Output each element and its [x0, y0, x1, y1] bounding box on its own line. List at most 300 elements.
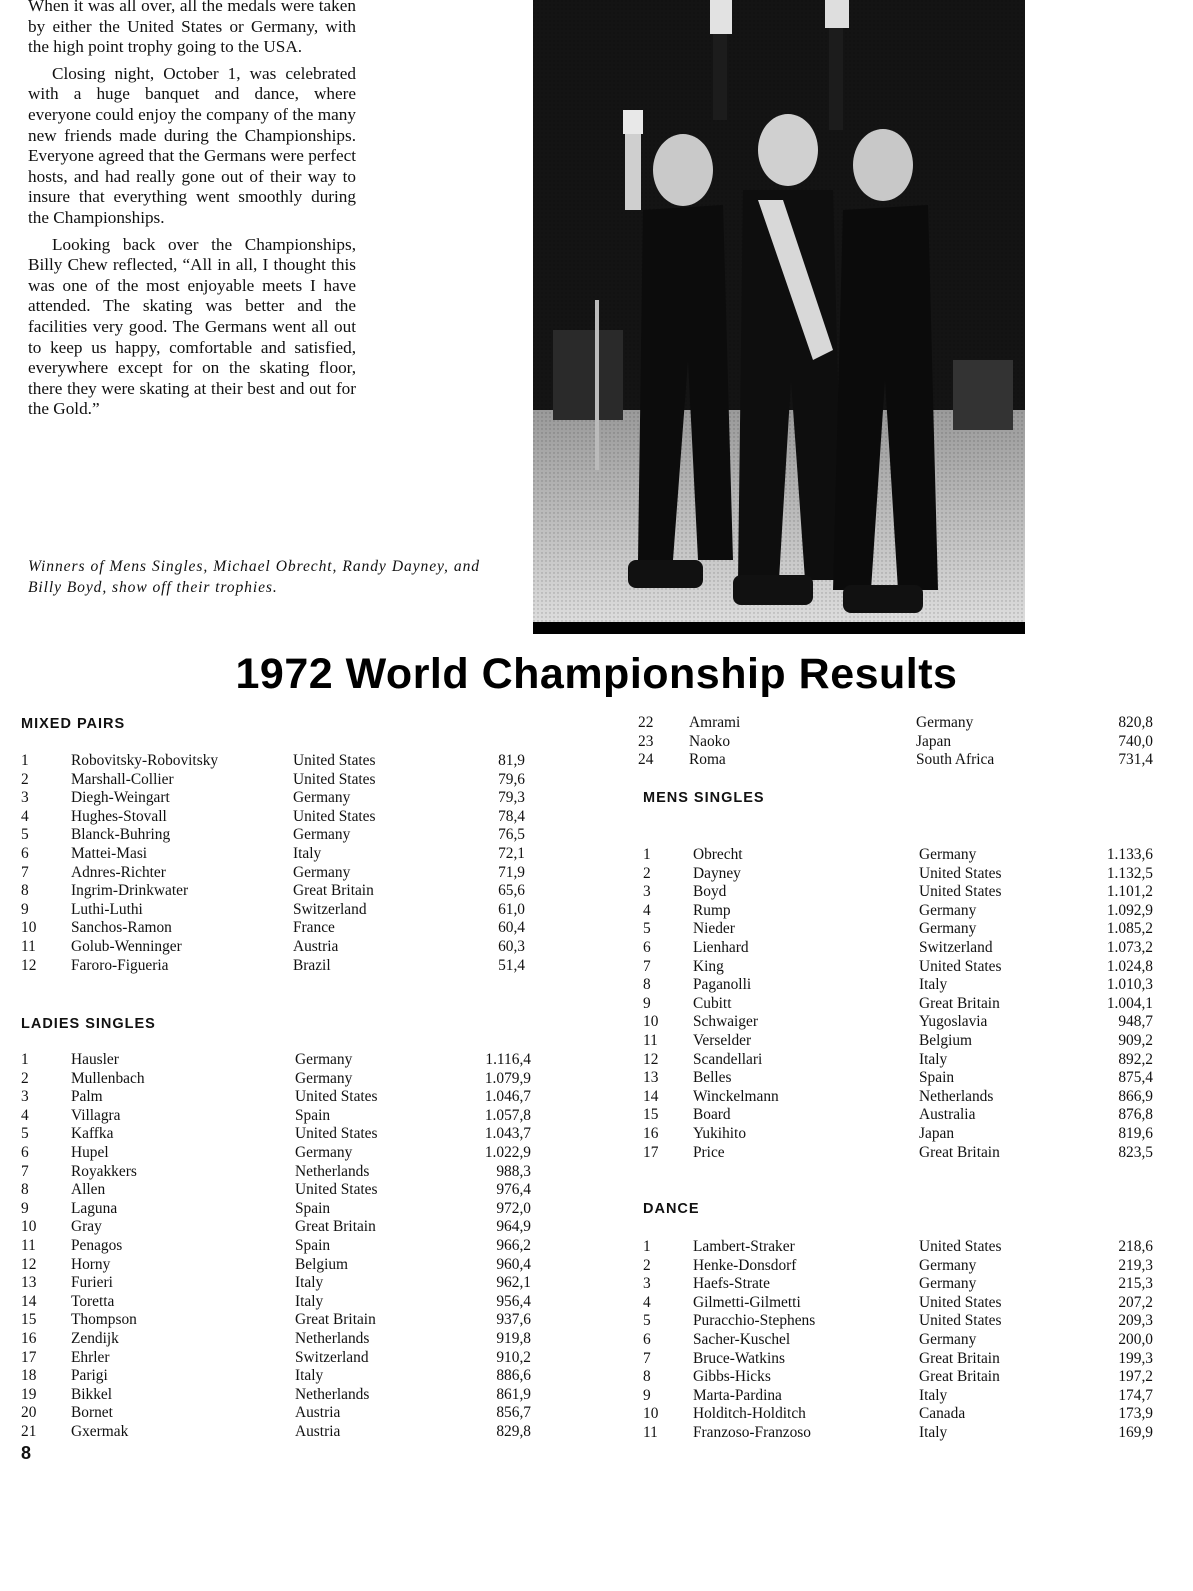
score-cell: 1.046,7	[484, 1088, 531, 1106]
score-cell: 197,2	[1118, 1368, 1153, 1386]
score-cell: 909,2	[1118, 1031, 1153, 1049]
table-row	[643, 939, 1153, 958]
name-cell: Bruce-Watkins	[693, 1349, 785, 1367]
country-cell: Spain	[295, 1236, 331, 1254]
table-row	[21, 901, 531, 920]
score-cell: 960,4	[496, 1255, 531, 1273]
name-cell: Price	[693, 1143, 725, 1161]
name-cell: Faroro-Figueria	[71, 956, 169, 974]
score-cell: 861,9	[496, 1385, 531, 1403]
table-row	[21, 1218, 531, 1237]
country-cell: Italy	[295, 1292, 324, 1310]
name-cell: Cubitt	[693, 994, 732, 1012]
rank-cell: 7	[643, 957, 651, 975]
country-cell: United States	[293, 752, 376, 769]
country-cell: Great Britain	[293, 882, 374, 900]
table-row	[21, 1311, 531, 1330]
score-cell: 937,6	[496, 1311, 531, 1329]
country-cell: Germany	[919, 1330, 977, 1348]
name-cell: Franzoso-Franzoso	[693, 1423, 811, 1441]
table-row	[643, 1106, 1153, 1125]
country-cell: Germany	[293, 863, 351, 881]
rank-cell: 17	[643, 1143, 659, 1161]
rank-cell: 12	[21, 956, 37, 974]
country-cell: United States	[919, 957, 1002, 975]
table-row	[21, 882, 531, 901]
name-cell: Naoko	[689, 732, 731, 750]
country-cell: United States	[293, 807, 376, 825]
score-cell: 1.092,9	[1106, 901, 1153, 919]
page-number: 8	[21, 1443, 32, 1463]
rank-cell: 8	[643, 976, 651, 994]
table-row	[643, 995, 1153, 1014]
score-cell: 169,9	[1118, 1423, 1153, 1441]
country-cell: Austria	[293, 937, 339, 955]
country-cell: United States	[919, 883, 1002, 901]
country-cell: Germany	[919, 846, 977, 863]
score-cell: 740,0	[1118, 732, 1153, 750]
name-cell: Board	[693, 1106, 731, 1124]
country-cell: Germany	[295, 1069, 353, 1087]
score-cell: 866,9	[1118, 1087, 1153, 1105]
rank-cell: 12	[643, 1050, 659, 1068]
country-cell: United States	[919, 864, 1002, 882]
country-cell: United States	[295, 1125, 378, 1143]
country-cell: Italy	[295, 1274, 324, 1292]
country-cell: South Africa	[916, 751, 995, 769]
table-row	[21, 1107, 531, 1126]
section-label-ladies-singles: LADIES SINGLES	[21, 1016, 156, 1032]
country-cell: United States	[919, 1238, 1002, 1255]
name-cell: Allen	[71, 1181, 106, 1199]
table-row	[643, 1013, 1153, 1032]
table-row	[643, 976, 1153, 995]
rank-cell: 1	[643, 846, 651, 863]
table-row	[21, 1181, 531, 1200]
country-cell: Germany	[916, 714, 974, 731]
name-cell: Golub-Wenninger	[71, 937, 182, 955]
rank-cell: 7	[21, 1162, 29, 1180]
rank-cell: 8	[21, 1181, 29, 1199]
name-cell: Sacher-Kuschel	[693, 1330, 791, 1348]
score-cell: 1.024,8	[1106, 957, 1153, 975]
name-cell: Bikkel	[71, 1385, 113, 1403]
score-cell: 173,9	[1118, 1405, 1153, 1423]
rank-cell: 7	[643, 1349, 651, 1367]
table-row	[643, 865, 1153, 884]
rank-cell: 12	[21, 1255, 37, 1273]
country-cell: United States	[293, 770, 376, 788]
country-cell: United States	[919, 1312, 1002, 1330]
country-cell: Netherlands	[919, 1087, 994, 1105]
name-cell: Ehrler	[71, 1348, 110, 1366]
rank-cell: 3	[643, 1275, 651, 1293]
score-cell: 76,5	[498, 826, 525, 844]
table-row	[21, 771, 531, 790]
rank-cell: 22	[638, 714, 654, 731]
rank-cell: 15	[643, 1106, 659, 1124]
country-cell: Switzerland	[293, 900, 367, 918]
table-row	[643, 1331, 1153, 1350]
rank-cell: 17	[21, 1348, 37, 1366]
country-cell: Spain	[295, 1199, 331, 1217]
score-cell: 81,9	[498, 752, 525, 769]
table-row	[643, 920, 1153, 939]
name-cell: Penagos	[71, 1236, 123, 1254]
score-cell: 78,4	[498, 807, 525, 825]
table-row	[21, 1256, 531, 1275]
name-cell: Horny	[71, 1255, 111, 1273]
table-row	[21, 808, 531, 827]
mixed-pairs-table	[21, 752, 531, 975]
score-cell: 910,2	[496, 1348, 531, 1366]
country-cell: Netherlands	[295, 1329, 370, 1347]
table-row	[643, 1125, 1153, 1144]
score-cell: 79,6	[498, 770, 525, 788]
table-row	[643, 958, 1153, 977]
country-cell: Great Britain	[919, 994, 1000, 1012]
rank-cell: 23	[638, 732, 654, 750]
score-cell: 71,9	[498, 863, 525, 881]
rank-cell: 16	[643, 1124, 659, 1142]
score-cell: 875,4	[1118, 1069, 1153, 1087]
name-cell: Robovitsky-Robovitsky	[71, 752, 219, 769]
score-cell: 829,8	[496, 1422, 531, 1440]
score-cell: 65,6	[498, 882, 525, 900]
name-cell: Amrami	[689, 714, 741, 731]
country-cell: France	[293, 919, 335, 937]
country-cell: Japan	[916, 732, 952, 750]
name-cell: Royakkers	[71, 1162, 137, 1180]
country-cell: Spain	[919, 1069, 955, 1087]
score-cell: 966,2	[496, 1236, 531, 1254]
table-row	[643, 1350, 1153, 1369]
name-cell: Hausler	[71, 1051, 119, 1068]
section-label-mixed-pairs: MIXED PAIRS	[21, 716, 126, 732]
name-cell: Marshall-Collier	[71, 770, 174, 788]
name-cell: Gibbs-Hicks	[693, 1368, 771, 1386]
score-cell: 1.085,2	[1106, 920, 1153, 938]
table-row	[21, 752, 531, 771]
rank-cell: 14	[643, 1087, 659, 1105]
name-cell: Luthi-Luthi	[71, 900, 143, 918]
table-row	[643, 1368, 1153, 1387]
table-row	[21, 789, 531, 808]
score-cell: 209,3	[1118, 1312, 1153, 1330]
photo-caption: Winners of Mens Singles, Michael Obrecht, Randy Dayney, and Billy Boyd, show off their trophies.	[28, 558, 480, 596]
rank-cell: 16	[21, 1329, 37, 1347]
rank-cell: 4	[643, 1293, 651, 1311]
country-cell: Great Britain	[295, 1311, 376, 1329]
country-cell: Italy	[919, 1050, 948, 1068]
table-row	[21, 1367, 531, 1386]
name-cell: Adnres-Richter	[71, 863, 166, 881]
table-row	[643, 1088, 1153, 1107]
rank-cell: 1	[21, 752, 29, 769]
table-row	[21, 919, 531, 938]
country-cell: Great Britain	[919, 1349, 1000, 1367]
name-cell: Blanck-Buhring	[71, 826, 171, 844]
rank-cell: 11	[643, 1031, 658, 1049]
score-cell: 972,0	[496, 1199, 531, 1217]
name-cell: Sanchos-Ramon	[71, 919, 172, 937]
table-row	[643, 1032, 1153, 1051]
country-cell: Belgium	[295, 1255, 349, 1273]
country-cell: Germany	[295, 1051, 353, 1068]
name-cell: Puracchio-Stephens	[693, 1312, 816, 1330]
table-row	[643, 1294, 1153, 1313]
name-cell: Belles	[693, 1069, 732, 1087]
table-row	[643, 1238, 1153, 1257]
country-cell: United States	[919, 1293, 1002, 1311]
name-cell: Verselder	[693, 1031, 752, 1049]
name-cell: Mullenbach	[71, 1069, 145, 1087]
score-cell: 1.004,1	[1106, 994, 1153, 1012]
table-row	[638, 714, 1153, 733]
rank-cell: 13	[21, 1274, 37, 1292]
country-cell: Austria	[295, 1404, 341, 1422]
table-row	[21, 1070, 531, 1089]
table-row	[643, 1257, 1153, 1276]
table-row	[643, 1312, 1153, 1331]
score-cell: 956,4	[496, 1292, 531, 1310]
name-cell: Nieder	[693, 920, 735, 938]
score-cell: 1.101,2	[1106, 883, 1153, 901]
country-cell: Italy	[919, 1423, 948, 1441]
country-cell: Belgium	[919, 1031, 973, 1049]
table-row	[643, 1144, 1153, 1163]
rank-cell: 5	[21, 1125, 29, 1143]
name-cell: Obrecht	[693, 846, 743, 863]
rank-cell: 2	[21, 770, 29, 788]
rank-cell: 9	[21, 900, 29, 918]
score-cell: 219,3	[1118, 1256, 1153, 1274]
name-cell: Mattei-Masi	[71, 844, 148, 862]
country-cell: Germany	[919, 920, 977, 938]
score-cell: 61,0	[498, 900, 525, 918]
winners-photo	[533, 0, 1025, 634]
table-row	[643, 883, 1153, 902]
score-cell: 60,4	[498, 919, 525, 937]
table-row	[21, 1237, 531, 1256]
name-cell: Hughes-Stovall	[71, 807, 167, 825]
score-cell: 174,7	[1118, 1386, 1153, 1404]
score-cell: 886,6	[496, 1367, 531, 1385]
table-row	[638, 751, 1153, 770]
score-cell: 1.132,5	[1106, 864, 1153, 882]
table-row	[21, 826, 531, 845]
score-cell: 79,3	[498, 789, 525, 807]
rank-cell: 2	[643, 1256, 651, 1274]
article-text	[28, 0, 356, 426]
rank-cell: 5	[21, 826, 29, 844]
score-cell: 876,8	[1118, 1106, 1153, 1124]
name-cell: King	[693, 957, 724, 975]
country-cell: Germany	[293, 789, 351, 807]
rank-cell: 3	[21, 789, 29, 807]
rank-cell: 5	[643, 1312, 651, 1330]
name-cell: Kaffka	[71, 1125, 114, 1143]
rank-cell: 8	[21, 882, 29, 900]
country-cell: Italy	[919, 1386, 948, 1404]
rank-cell: 3	[643, 883, 651, 901]
table-row	[21, 1274, 531, 1293]
country-cell: Germany	[919, 1256, 977, 1274]
table-row	[21, 1125, 531, 1144]
rank-cell: 13	[643, 1069, 659, 1087]
name-cell: Marta-Pardina	[693, 1386, 782, 1404]
name-cell: Rump	[693, 901, 731, 919]
table-row	[21, 1088, 531, 1107]
table-row	[643, 902, 1153, 921]
name-cell: Bornet	[71, 1404, 113, 1422]
rank-cell: 20	[21, 1404, 37, 1422]
table-row	[638, 733, 1153, 752]
name-cell: Gilmetti-Gilmetti	[693, 1293, 801, 1311]
country-cell: Italy	[295, 1367, 324, 1385]
country-cell: Yugoslavia	[919, 1013, 988, 1031]
name-cell: Lambert-Straker	[693, 1238, 795, 1255]
name-cell: Schwaiger	[693, 1013, 758, 1031]
table-row	[643, 1424, 1153, 1443]
table-row	[643, 1275, 1153, 1294]
rank-cell: 18	[21, 1367, 37, 1385]
country-cell: Japan	[919, 1124, 955, 1142]
rank-cell: 9	[643, 1386, 651, 1404]
rank-cell: 2	[643, 864, 651, 882]
name-cell: Haefs-Strate	[693, 1275, 770, 1293]
score-cell: 964,9	[496, 1218, 531, 1236]
table-row	[21, 1404, 531, 1423]
name-cell: Thompson	[71, 1311, 137, 1329]
country-cell: Great Britain	[919, 1143, 1000, 1161]
country-cell: Switzerland	[295, 1348, 369, 1366]
mens-singles-table	[643, 846, 1153, 1162]
table-row	[21, 1200, 531, 1219]
country-cell: Italy	[293, 844, 322, 862]
name-cell: Laguna	[71, 1199, 118, 1217]
name-cell: Boyd	[693, 883, 727, 901]
ladies-singles-table-continued	[638, 714, 1153, 770]
country-cell: Great Britain	[919, 1368, 1000, 1386]
score-cell: 976,4	[496, 1181, 531, 1199]
country-cell: Netherlands	[295, 1162, 370, 1180]
country-cell: Netherlands	[295, 1385, 370, 1403]
table-row	[21, 1293, 531, 1312]
rank-cell: 6	[21, 1143, 29, 1161]
article-paragraph: When it was all over, all the medals were taken by either the United States or Germany, with the high point trophy going to the USA.	[28, 0, 356, 57]
score-cell: 218,6	[1118, 1238, 1153, 1255]
rank-cell: 11	[21, 937, 36, 955]
score-cell: 1.043,7	[484, 1125, 531, 1143]
table-row	[21, 1144, 531, 1163]
rank-cell: 14	[21, 1292, 37, 1310]
country-cell: Brazil	[293, 956, 331, 974]
score-cell: 892,2	[1118, 1050, 1153, 1068]
rank-cell: 6	[643, 1330, 651, 1348]
table-row	[21, 1163, 531, 1182]
name-cell: Dayney	[693, 864, 741, 882]
table-row	[643, 1051, 1153, 1070]
score-cell: 1.022,9	[484, 1143, 531, 1161]
name-cell: Palm	[71, 1088, 103, 1106]
rank-cell: 4	[21, 807, 29, 825]
table-row	[643, 1405, 1153, 1424]
table-row	[21, 1386, 531, 1405]
score-cell: 988,3	[496, 1162, 531, 1180]
name-cell: Holditch-Holditch	[693, 1405, 806, 1423]
country-cell: Italy	[919, 976, 948, 994]
table-row	[21, 957, 531, 976]
name-cell: Gray	[71, 1218, 102, 1236]
rank-cell: 9	[643, 994, 651, 1012]
rank-cell: 6	[21, 844, 29, 862]
name-cell: Toretta	[71, 1292, 115, 1310]
name-cell: Scandellari	[693, 1050, 763, 1068]
country-cell: Switzerland	[919, 938, 993, 956]
name-cell: Diegh-Weingart	[71, 789, 170, 807]
score-cell: 962,1	[496, 1274, 531, 1292]
rank-cell: 4	[643, 901, 651, 919]
rank-cell: 3	[21, 1088, 29, 1106]
rank-cell: 1	[21, 1051, 29, 1068]
country-cell: Germany	[919, 901, 977, 919]
name-cell: Furieri	[71, 1274, 113, 1292]
country-cell: Canada	[919, 1405, 966, 1423]
rank-cell: 10	[21, 1218, 37, 1236]
section-label-dance: DANCE	[643, 1201, 700, 1217]
score-cell: 1.010,3	[1106, 976, 1153, 994]
score-cell: 1.073,2	[1106, 938, 1153, 956]
name-cell: Henke-Donsdorf	[693, 1256, 797, 1274]
score-cell: 731,4	[1118, 751, 1153, 769]
score-cell: 1.057,8	[484, 1106, 531, 1124]
score-cell: 72,1	[498, 844, 525, 862]
country-cell: Germany	[295, 1143, 353, 1161]
page-title: 1972 World Championship Results	[235, 650, 958, 698]
rank-cell: 11	[643, 1423, 658, 1441]
score-cell: 1.079,9	[484, 1069, 531, 1087]
rank-cell: 15	[21, 1311, 37, 1329]
country-cell: Germany	[293, 826, 351, 844]
country-cell: Germany	[919, 1275, 977, 1293]
country-cell: Australia	[919, 1106, 976, 1124]
rank-cell: 4	[21, 1106, 29, 1124]
table-row	[21, 1330, 531, 1349]
section-label-mens-singles: MENS SINGLES	[643, 790, 765, 806]
rank-cell: 9	[21, 1199, 29, 1217]
ladies-singles-table	[21, 1051, 531, 1441]
score-cell: 207,2	[1118, 1293, 1153, 1311]
name-cell: Yukihito	[693, 1124, 747, 1142]
score-cell: 948,7	[1118, 1013, 1153, 1031]
table-row	[21, 864, 531, 883]
article-paragraph: Closing night, October 1, was celebrated with a huge banquet and dance, where everyone could enjoy the company of the many new friends made during the Championships. Everyone agreed that the Germans were perfect hosts, and had really gone out of their way to insure that everything went smoothly during the Championships.	[28, 63, 356, 227]
rank-cell: 19	[21, 1385, 37, 1403]
name-cell: Roma	[689, 751, 726, 769]
table-row	[643, 846, 1153, 865]
name-cell: Zendijk	[71, 1329, 119, 1347]
score-cell: 819,6	[1118, 1124, 1153, 1142]
rank-cell: 21	[21, 1422, 37, 1440]
table-row	[643, 1387, 1153, 1406]
dance-table	[643, 1238, 1153, 1443]
name-cell: Parigi	[71, 1367, 108, 1385]
score-cell: 215,3	[1118, 1275, 1153, 1293]
table-row	[643, 1069, 1153, 1088]
name-cell: Ingrim-Drinkwater	[71, 882, 189, 900]
rank-cell: 10	[21, 919, 37, 937]
